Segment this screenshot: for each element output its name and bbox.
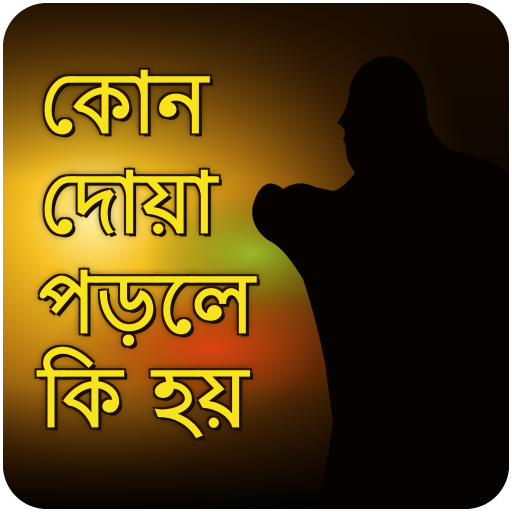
title-line-1: কোন	[39, 54, 209, 152]
app-icon-tile	[3, 3, 509, 509]
title-line-3: পড়লে	[39, 254, 256, 352]
title-line-4: কি হয়	[39, 348, 249, 446]
title-line-2: দোয়া	[39, 154, 218, 252]
